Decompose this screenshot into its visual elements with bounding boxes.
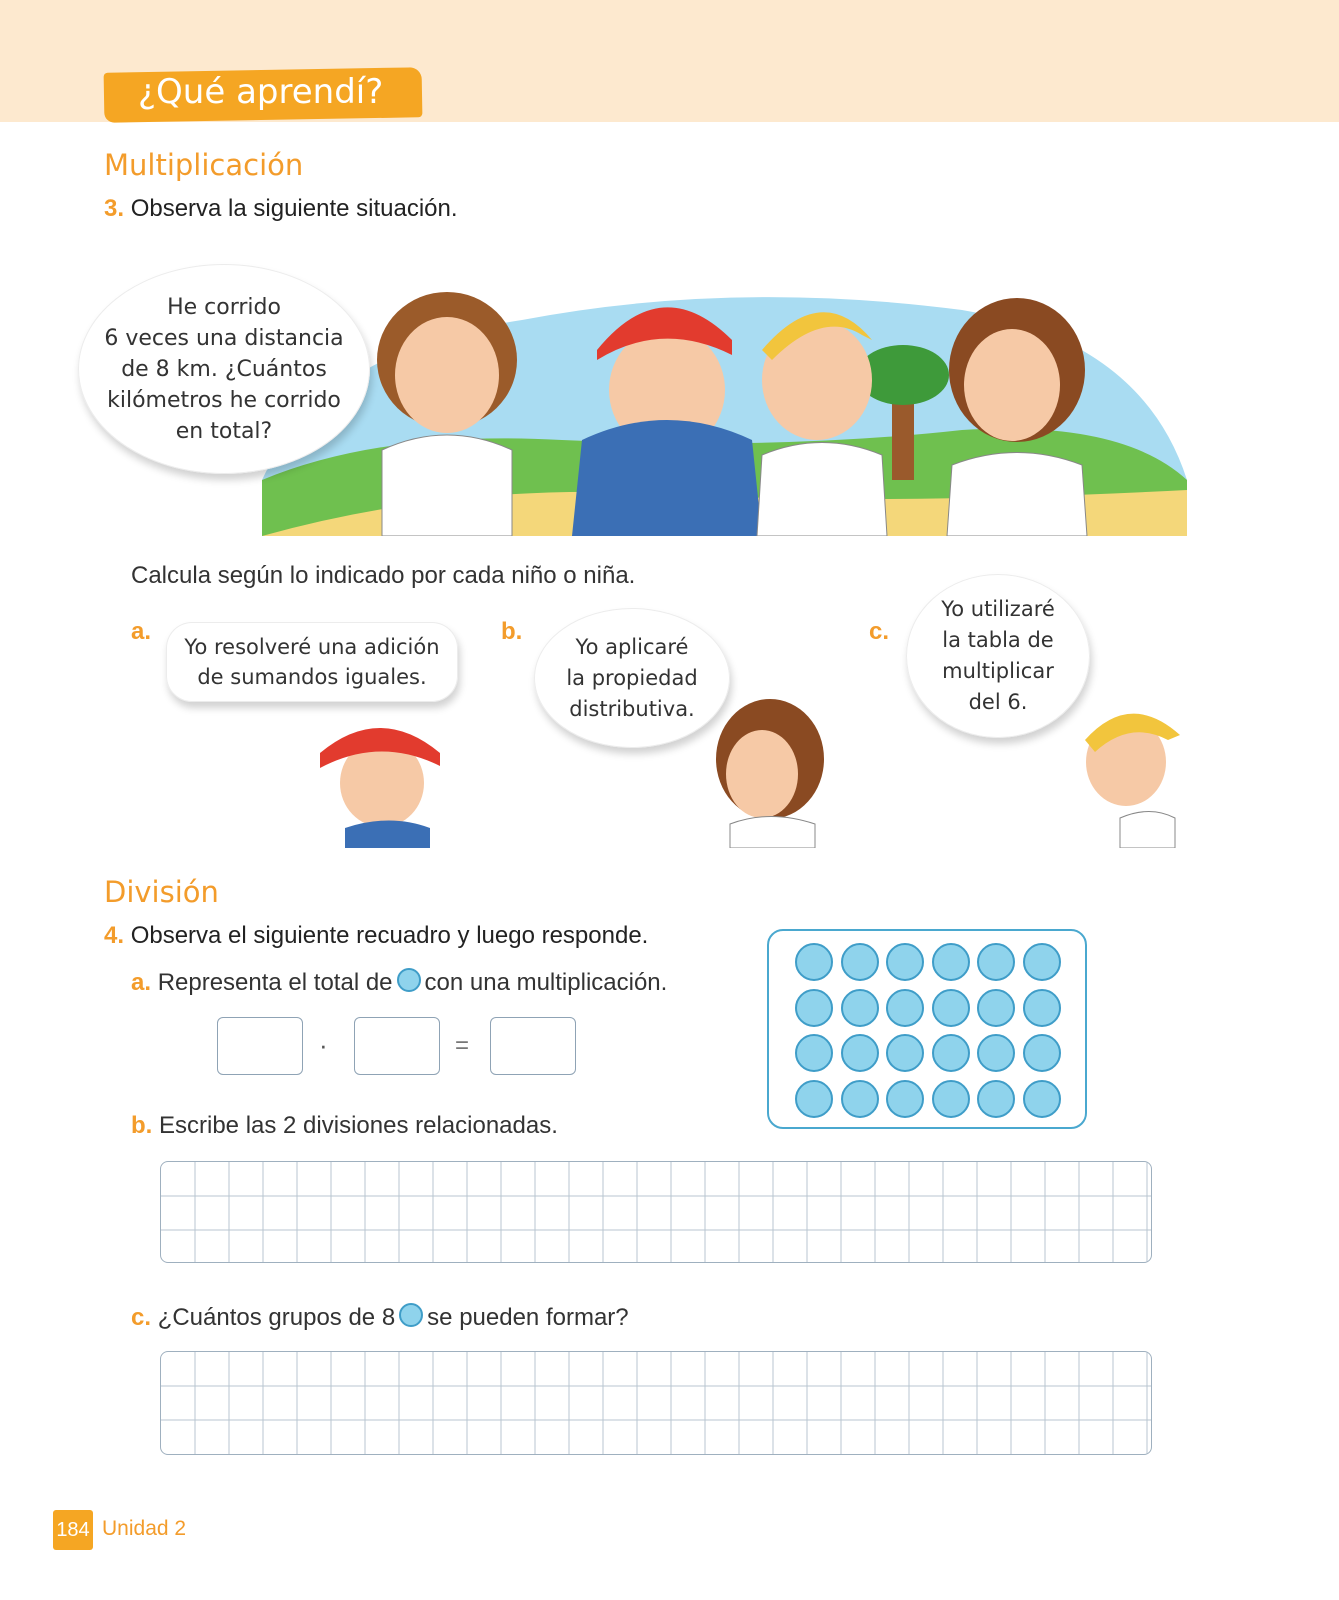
girl-small-figure	[690, 694, 830, 848]
question-text: Observa el siguiente recuadro y luego responde.	[130, 922, 649, 949]
item-4b-text: Escribe las 2 divisiones relacionadas.	[159, 1112, 558, 1139]
item-4c-text-after: se pueden formar?	[427, 1304, 629, 1331]
item-c-letter: c.	[869, 618, 890, 645]
circle-counter	[795, 943, 833, 981]
circle-counter	[1023, 943, 1061, 981]
circle-counter	[841, 1034, 879, 1072]
circle-counter	[977, 1080, 1015, 1118]
speech-bubble-main-text: He corrido 6 veces una distancia de 8 km. ¿Cuántos kilómetros he corrido en total?	[104, 294, 344, 444]
circle-counter	[977, 989, 1015, 1027]
multiply-dot: ·	[319, 1030, 328, 1060]
circle-counter	[886, 943, 924, 981]
unit-label: Unidad 2	[102, 1517, 187, 1540]
circle-counter	[795, 1080, 833, 1118]
item-4a	[131, 968, 667, 997]
circle-counter	[932, 989, 970, 1027]
speech-bubble-c-text: Yo utilizaré la tabla de multiplicar del 6.	[941, 597, 1055, 714]
item-4c-letter: c.	[131, 1304, 152, 1331]
girl-right-figure	[947, 298, 1087, 536]
question-number: 4.	[104, 922, 125, 949]
section-title-multiplicacion: Multiplicación	[104, 148, 304, 182]
page-title: ¿Qué aprendí?	[138, 72, 384, 112]
circle-counter	[1023, 1034, 1061, 1072]
circle-counter	[841, 943, 879, 981]
circle-counter	[886, 989, 924, 1027]
item-4a-letter: a.	[131, 969, 152, 996]
section-title-division: División	[104, 875, 219, 909]
circle-counter	[886, 1080, 924, 1118]
item-b-letter: b.	[501, 618, 523, 645]
circle-counter	[1023, 1080, 1061, 1118]
circle-counter	[886, 1034, 924, 1072]
item-a-letter: a.	[131, 618, 152, 645]
question-number: 3.	[104, 195, 125, 222]
dot-grid-panel	[767, 929, 1087, 1129]
circle-counter	[932, 943, 970, 981]
answer-grid-c[interactable]	[160, 1351, 1152, 1455]
answer-box-factor-1[interactable]	[217, 1017, 303, 1075]
circle-counter	[795, 1034, 833, 1072]
page-number: 184	[53, 1510, 93, 1550]
boy-blonde-small-figure	[1060, 700, 1186, 848]
circle-counter	[932, 1034, 970, 1072]
circle-counter	[1023, 989, 1061, 1027]
question-4	[104, 922, 648, 950]
speech-bubble-a	[166, 622, 458, 702]
question-text: Observa la siguiente situación.	[130, 195, 458, 222]
circle-counter	[932, 1080, 970, 1118]
speech-bubble-main	[78, 264, 370, 474]
circle-counter	[795, 989, 833, 1027]
circle-counter	[977, 943, 1015, 981]
children-scene-illustration	[262, 280, 1187, 536]
item-4b	[131, 1112, 558, 1140]
answer-grid-b[interactable]	[160, 1161, 1152, 1263]
item-4c-text-before: ¿Cuántos grupos de 8	[157, 1304, 396, 1331]
item-4b-letter: b.	[131, 1112, 153, 1139]
item-4c	[131, 1303, 629, 1332]
question-3	[104, 195, 458, 223]
circle-counter-icon	[399, 1303, 423, 1327]
item-4a-text-after: con una multiplicación.	[424, 969, 668, 996]
circle-counter-icon	[397, 968, 421, 992]
circle-counter	[841, 1080, 879, 1118]
speech-bubble-a-text: Yo resolveré una adición de sumandos iguales.	[184, 635, 440, 689]
answer-box-product[interactable]	[490, 1017, 576, 1075]
answer-box-factor-2[interactable]	[354, 1017, 440, 1075]
speech-bubble-b-text: Yo aplicaré la propiedad distributiva.	[566, 634, 698, 721]
circle-counter	[977, 1034, 1015, 1072]
item-4a-text-before: Representa el total de	[157, 969, 393, 996]
boy-cap-small-figure	[290, 718, 450, 848]
equals-sign: =	[455, 1032, 470, 1059]
circle-counter	[841, 989, 879, 1027]
instruction-text: Calcula según lo indicado por cada niño o niña.	[131, 562, 636, 589]
